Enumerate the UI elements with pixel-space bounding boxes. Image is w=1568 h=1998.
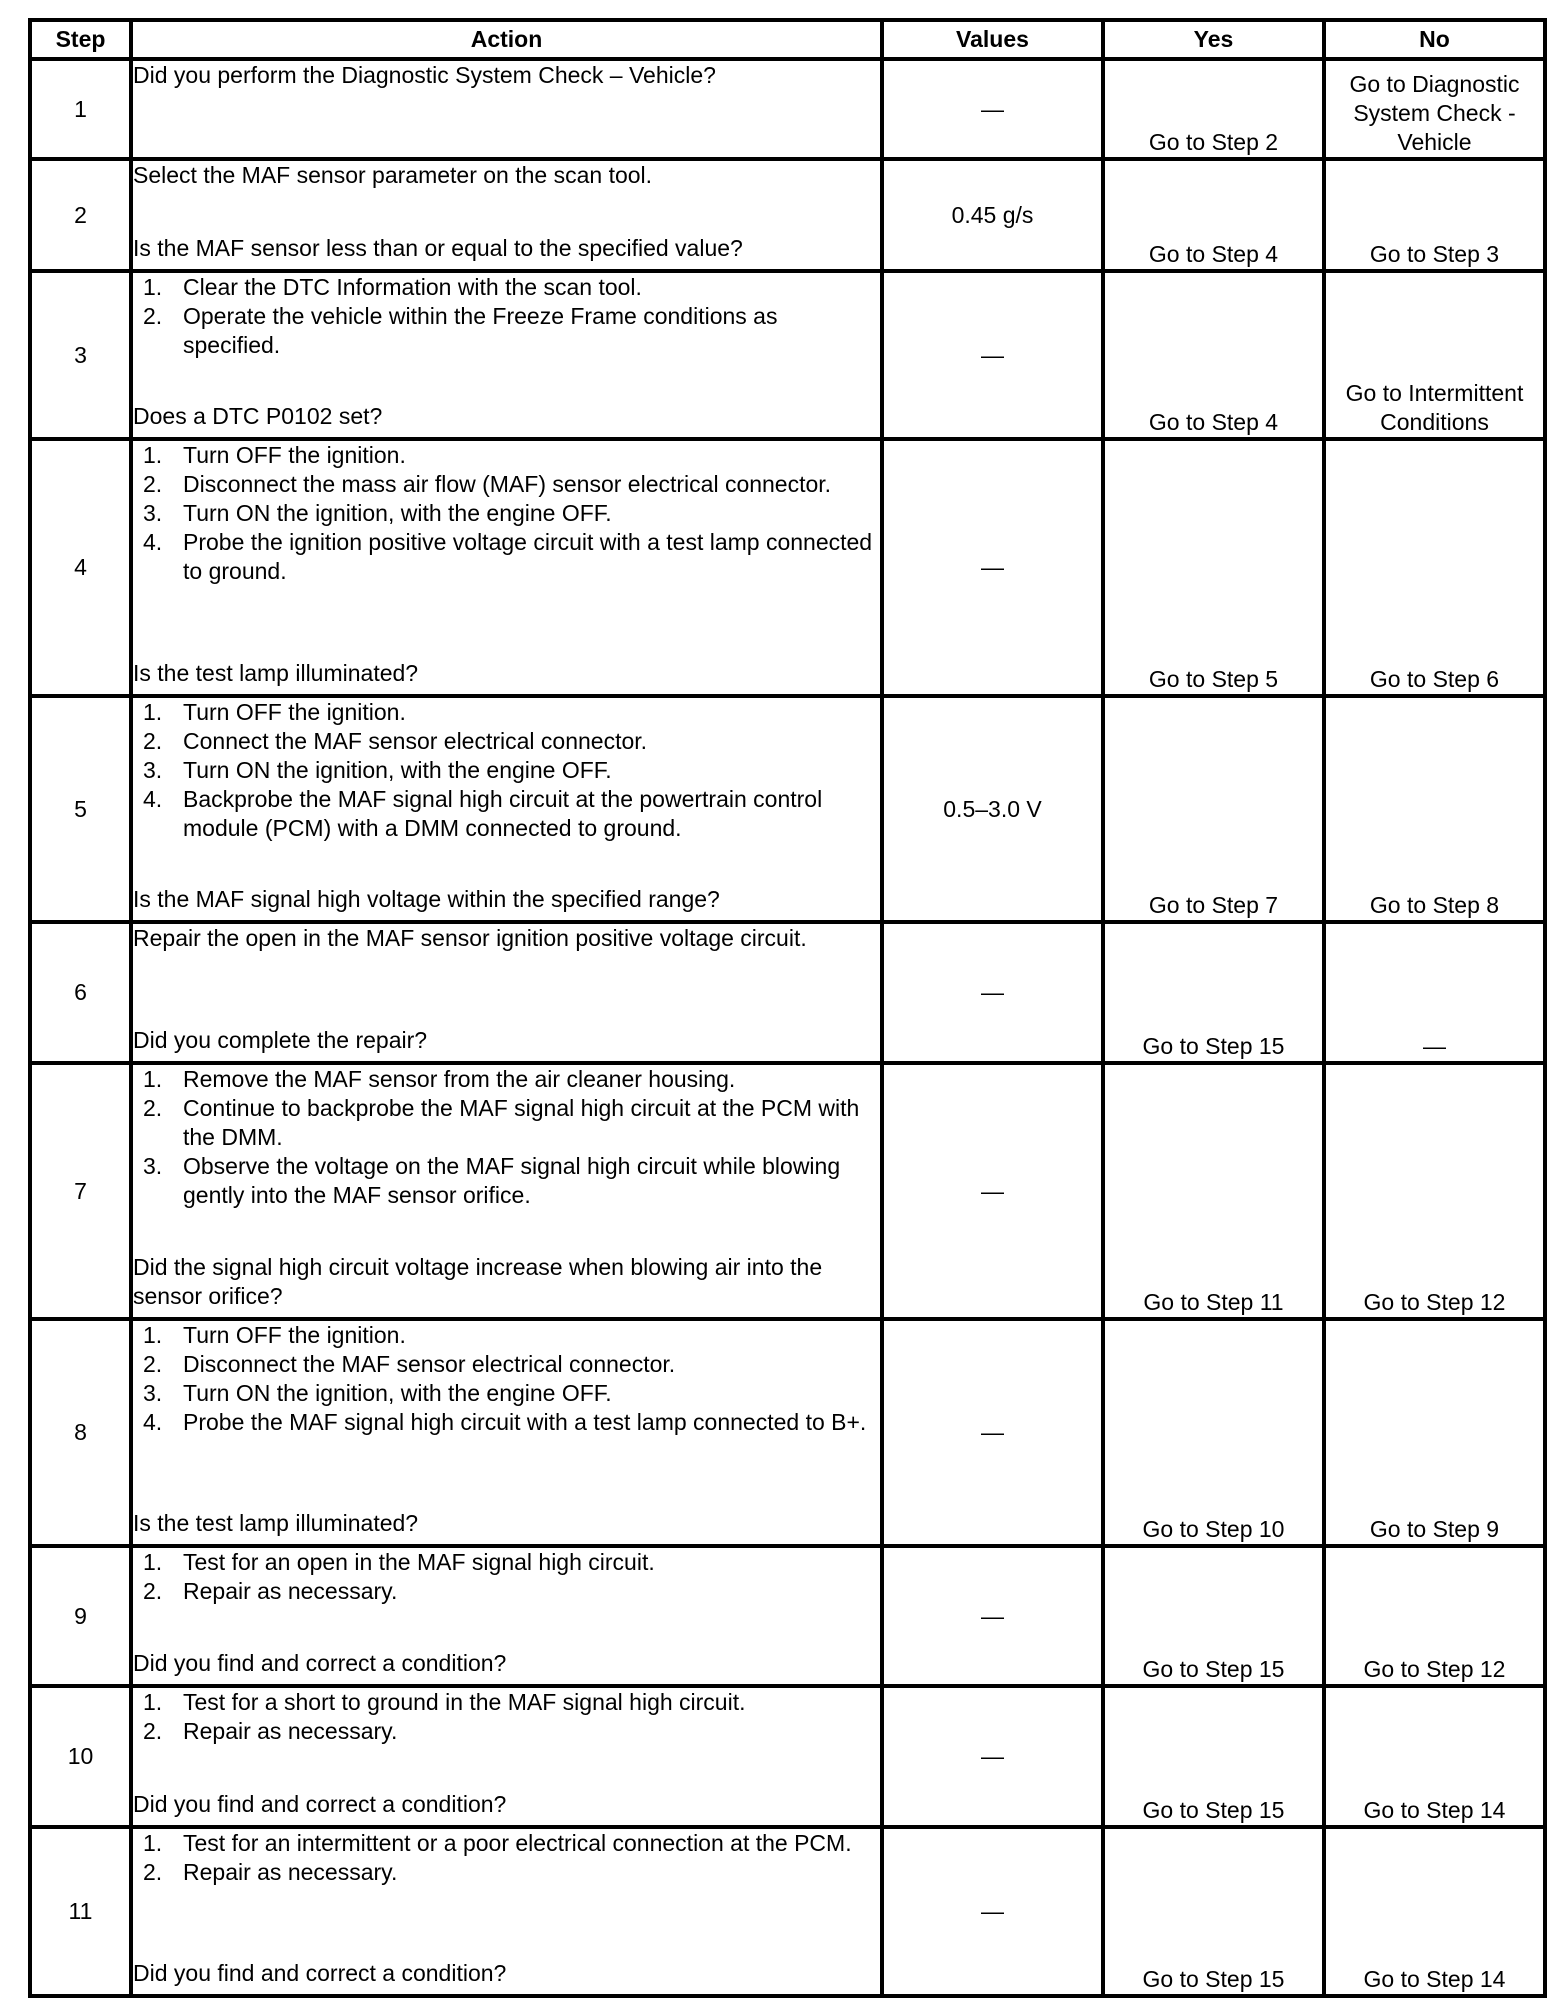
table-row	[30, 439, 1545, 696]
list-item	[143, 273, 880, 302]
yes-cell: Go to Step 15	[1103, 1686, 1324, 1827]
no-cell: Go to Diagnostic System Check - Vehicle	[1324, 59, 1545, 159]
action-list	[133, 1065, 880, 1210]
action-cell	[131, 159, 882, 271]
list-item-text: Test for an open in the MAF signal high circuit.	[183, 1549, 655, 1575]
list-item	[143, 698, 880, 727]
list-item	[143, 470, 880, 499]
header-values: Values	[882, 20, 1103, 59]
list-item-number: 3.	[143, 757, 163, 783]
action-question: Did you find and correct a condition?	[133, 1960, 507, 1986]
list-item-text: Turn OFF the ignition.	[183, 699, 406, 725]
list-item	[143, 1321, 880, 1350]
action-list	[133, 441, 880, 586]
list-item	[143, 1350, 880, 1379]
step-number: 9	[30, 1546, 131, 1686]
table-row	[30, 1063, 1545, 1319]
header-action: Action	[131, 20, 882, 59]
list-item-text: Observe the voltage on the MAF signal high circuit while blowing gently into the MAF sensor orifice.	[183, 1153, 841, 1208]
list-item-text: Disconnect the MAF sensor electrical connector.	[183, 1351, 676, 1377]
action-question: Did you complete the repair?	[133, 1027, 428, 1053]
action-cell	[131, 1063, 882, 1319]
action-list	[133, 1321, 880, 1437]
list-item-number: 2.	[143, 303, 163, 329]
table-row	[30, 1827, 1545, 1996]
list-item	[143, 1829, 880, 1858]
value-cell: —	[882, 1319, 1103, 1546]
action-question: Does a DTC P0102 set?	[133, 403, 383, 429]
list-item-text: Turn ON the ignition, with the engine OFF.	[183, 1380, 612, 1406]
list-item-text: Turn ON the ignition, with the engine OFF.	[183, 757, 612, 783]
list-item	[143, 756, 880, 785]
list-item	[143, 1065, 880, 1094]
yes-cell: Go to Step 2	[1103, 59, 1324, 159]
list-item-text: Turn OFF the ignition.	[183, 1322, 406, 1348]
list-item	[143, 1094, 880, 1152]
action-cell	[131, 59, 882, 159]
table-row	[30, 922, 1545, 1063]
list-item	[143, 528, 880, 586]
action-cell	[131, 1546, 882, 1686]
table-row	[30, 1319, 1545, 1546]
table-row	[30, 1686, 1545, 1827]
action-list	[133, 1688, 880, 1746]
list-item-text: Remove the MAF sensor from the air cleaner housing.	[183, 1066, 736, 1092]
header-step: Step	[30, 20, 131, 59]
list-item-number: 1.	[143, 1066, 163, 1092]
step-number: 10	[30, 1686, 131, 1827]
action-cell	[131, 271, 882, 439]
value-cell: 0.5–3.0 V	[882, 696, 1103, 922]
list-item-number: 1.	[143, 1830, 163, 1856]
action-list	[133, 698, 880, 843]
step-number: 3	[30, 271, 131, 439]
action-question: Did you find and correct a condition?	[133, 1791, 507, 1817]
list-item-number: 2.	[143, 471, 163, 497]
value-cell: —	[882, 439, 1103, 696]
step-number: 4	[30, 439, 131, 696]
list-item-text: Turn ON the ignition, with the engine OFF.	[183, 500, 612, 526]
list-item	[143, 1548, 880, 1577]
yes-cell: Go to Step 5	[1103, 439, 1324, 696]
list-item	[143, 499, 880, 528]
action-instruction: Repair the open in the MAF sensor ignition positive voltage circuit.	[133, 925, 807, 951]
list-item-number: 1.	[143, 1549, 163, 1575]
list-item	[143, 1379, 880, 1408]
value-cell: —	[882, 59, 1103, 159]
step-number: 8	[30, 1319, 131, 1546]
list-item-number: 4.	[143, 529, 163, 555]
value-cell: —	[882, 1827, 1103, 1996]
no-cell: Go to Step 12	[1324, 1546, 1545, 1686]
yes-cell: Go to Step 15	[1103, 1546, 1324, 1686]
table-row	[30, 1546, 1545, 1686]
action-question: Is the test lamp illuminated?	[133, 1510, 419, 1536]
list-item-text: Probe the MAF signal high circuit with a test lamp connected to B+.	[183, 1409, 867, 1435]
list-item-number: 4.	[143, 786, 163, 812]
list-item-number: 2.	[143, 1578, 163, 1604]
step-number: 2	[30, 159, 131, 271]
yes-cell: Go to Step 10	[1103, 1319, 1324, 1546]
list-item-number: 1.	[143, 699, 163, 725]
action-cell	[131, 922, 882, 1063]
list-item-number: 1.	[143, 1689, 163, 1715]
step-number: 6	[30, 922, 131, 1063]
list-item-text: Turn OFF the ignition.	[183, 442, 406, 468]
list-item-text: Repair as necessary.	[183, 1718, 398, 1744]
action-question: Did you find and correct a condition?	[133, 1650, 507, 1676]
action-question: Is the MAF sensor less than or equal to the specified value?	[133, 235, 743, 261]
list-item-text: Disconnect the mass air flow (MAF) sensor electrical connector.	[183, 471, 832, 497]
list-item	[143, 441, 880, 470]
value-cell: —	[882, 922, 1103, 1063]
list-item-text: Continue to backprobe the MAF signal high circuit at the PCM with the DMM.	[183, 1095, 860, 1150]
header-yes: Yes	[1103, 20, 1324, 59]
action-list	[133, 273, 880, 360]
value-cell: 0.45 g/s	[882, 159, 1103, 271]
list-item-number: 3.	[143, 500, 163, 526]
table-row	[30, 59, 1545, 159]
list-item-text: Repair as necessary.	[183, 1578, 398, 1604]
list-item	[143, 1717, 880, 1746]
list-item	[143, 1408, 880, 1437]
list-item-number: 3.	[143, 1380, 163, 1406]
no-cell: Go to Step 12	[1324, 1063, 1545, 1319]
list-item-text: Connect the MAF sensor electrical connector.	[183, 728, 648, 754]
no-cell: Go to Step 8	[1324, 696, 1545, 922]
list-item	[143, 1577, 880, 1606]
list-item	[143, 1152, 880, 1210]
step-number: 5	[30, 696, 131, 922]
action-question: Is the test lamp illuminated?	[133, 660, 419, 686]
table-row	[30, 271, 1545, 439]
list-item-number: 4.	[143, 1409, 163, 1435]
header-row	[30, 20, 1545, 59]
list-item-number: 2.	[143, 1859, 163, 1885]
list-item-number: 2.	[143, 1095, 163, 1121]
step-number: 11	[30, 1827, 131, 1996]
no-cell: Go to Intermittent Conditions	[1324, 271, 1545, 439]
no-cell: Go to Step 9	[1324, 1319, 1545, 1546]
list-item-text: Operate the vehicle within the Freeze Frame conditions as specified.	[183, 303, 778, 358]
step-number: 1	[30, 59, 131, 159]
list-item	[143, 727, 880, 756]
header-no: No	[1324, 20, 1545, 59]
list-item-text: Probe the ignition positive voltage circuit with a test lamp connected to ground.	[183, 529, 873, 584]
list-item	[143, 785, 880, 843]
table-row	[30, 159, 1545, 271]
yes-cell: Go to Step 4	[1103, 271, 1324, 439]
list-item-number: 1.	[143, 442, 163, 468]
list-item	[143, 1688, 880, 1717]
list-item-text: Clear the DTC Information with the scan tool.	[183, 274, 642, 300]
action-cell	[131, 1827, 882, 1996]
list-item-number: 1.	[143, 274, 163, 300]
action-question: Is the MAF signal high voltage within the specified range?	[133, 886, 720, 912]
step-number: 7	[30, 1063, 131, 1319]
list-item-text: Backprobe the MAF signal high circuit at the powertrain control module (PCM) with a DMM connected to ground.	[183, 786, 823, 841]
action-cell	[131, 1319, 882, 1546]
action-instruction: Did you perform the Diagnostic System Check – Vehicle?	[133, 62, 716, 88]
no-cell: Go to Step 14	[1324, 1686, 1545, 1827]
diagnostic-table	[28, 18, 1547, 1998]
value-cell: —	[882, 1686, 1103, 1827]
value-cell: —	[882, 1546, 1103, 1686]
list-item-number: 2.	[143, 1351, 163, 1377]
list-item-text: Test for a short to ground in the MAF signal high circuit.	[183, 1689, 746, 1715]
action-list	[133, 1829, 880, 1887]
list-item-number: 2.	[143, 1718, 163, 1744]
table-row	[30, 696, 1545, 922]
list-item-text: Test for an intermittent or a poor electrical connection at the PCM.	[183, 1830, 852, 1856]
action-list	[133, 1548, 880, 1606]
yes-cell: Go to Step 15	[1103, 922, 1324, 1063]
action-cell	[131, 439, 882, 696]
action-cell	[131, 1686, 882, 1827]
list-item-number: 1.	[143, 1322, 163, 1348]
yes-cell: Go to Step 11	[1103, 1063, 1324, 1319]
list-item-text: Repair as necessary.	[183, 1859, 398, 1885]
no-cell: Go to Step 3	[1324, 159, 1545, 271]
action-instruction: Select the MAF sensor parameter on the scan tool.	[133, 162, 653, 188]
list-item	[143, 1858, 880, 1887]
yes-cell: Go to Step 4	[1103, 159, 1324, 271]
no-cell: Go to Step 14	[1324, 1827, 1545, 1996]
no-cell: —	[1324, 922, 1545, 1063]
list-item-number: 2.	[143, 728, 163, 754]
no-cell: Go to Step 6	[1324, 439, 1545, 696]
yes-cell: Go to Step 7	[1103, 696, 1324, 922]
action-cell	[131, 696, 882, 922]
list-item	[143, 302, 880, 360]
action-question: Did the signal high circuit voltage increase when blowing air into the sensor orifice?	[133, 1254, 823, 1309]
list-item-number: 3.	[143, 1153, 163, 1179]
yes-cell: Go to Step 15	[1103, 1827, 1324, 1996]
value-cell: —	[882, 271, 1103, 439]
value-cell: —	[882, 1063, 1103, 1319]
